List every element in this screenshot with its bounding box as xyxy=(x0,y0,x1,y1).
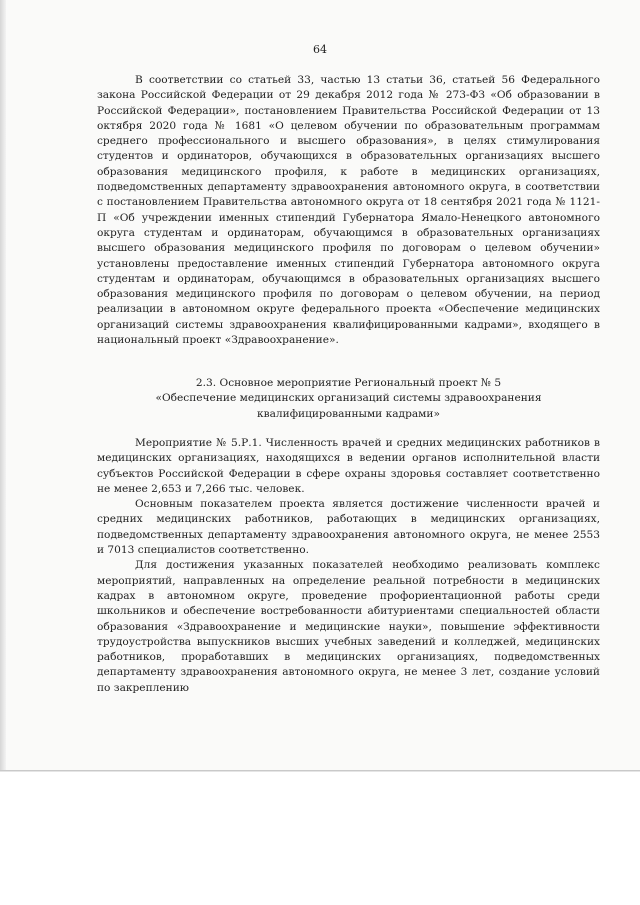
section-text-block xyxy=(97,436,600,696)
section-heading-line-2: «Обеспечение медицинских организаций системы здравоохранения xyxy=(155,392,542,405)
intro-text-block xyxy=(97,73,600,348)
section-paragraph-2: Основным показателем проекта является достижение численности врачей и средних медицинских работников, работающих в медицинских организациях, подведомственных департаменту здравоохранения автономного округа, не менее 2553 и 7013 специалистов соответственно. xyxy=(97,498,600,557)
page-number: 64 xyxy=(313,43,327,56)
section-heading xyxy=(97,376,600,422)
section-heading-line-3: квалифицированными кадрами» xyxy=(257,407,440,420)
section-paragraph-3: Для достижения указанных показателей необходимо реализовать комплекс мероприятий, направленных на определение реальной потребности в медицинских кадрах в автономном округе, проведение профориентационной работы среди школьников и обеспечение востребованности абитуриентами специальностей области образования «Здравоохранение и медицинские науки», повышение эффективности трудоустройства выпускников высших учебных заведений и колледжей, медицинских работников, проработавших в медицинских организациях, подведомственных департаменту здравоохранения автономного округа, не менее 3 лет, создание условий по закреплению xyxy=(97,559,600,694)
scan-shadow-edge xyxy=(0,0,6,770)
section-paragraph-1: Мероприятие № 5.Р.1. Численность врачей и средних медицинских работников в медицинских организациях, находящихся в ведении органов исполнительной власти субъектов Российской Федерации в сфере охраны здоровья составляет соответственно не менее 2,653 и 7,266 тыс. человек. xyxy=(97,437,600,495)
section-heading-line-1: 2.3. Основное мероприятие Региональный проект № 5 xyxy=(195,377,502,389)
intro-paragraph: В соответствии со статьей 33, частью 13 статьи 36, статьей 56 Федерального закона Российской Федерации от 29 декабря 2012 года № 273-ФЗ «Об образовании в Российской Федерации», постановлением Правительства Российской Федерации от 13 октября 2020 года № 1681 «О целевом обучении по образовательным программам среднего профессионального и высшего образования», в целях стимулирования студентов и ординаторов, обучающихся в образовательных организациях высшего образования медицинского профиля, к работе в медицинских организациях, подведомственных департаменту здравоохранения автономного округа, в соответствии с постановлением Правительства автономного округа от 18 сентября 2021 года № 1121-П «Об учреждении именных стипендий Губернатора Ямало-Ненецкого автономного округа студентам и ординаторам, обучающимся в образовательных организациях высшего образования медицинского профиля по договорам о целевом обучении» установлены предоставление именных стипендий Губернатора автономного округа студентам и ординаторам, обучающимся в образовательных организациях высшего образования медицинского профиля по договорам о целевом обучении, на период реализации в автономном округе федерального проекта «Обеспечение медицинских организаций системы здравоохранения квалифицированными кадрами», входящего в национальный проект «Здравоохранение». xyxy=(97,74,600,347)
